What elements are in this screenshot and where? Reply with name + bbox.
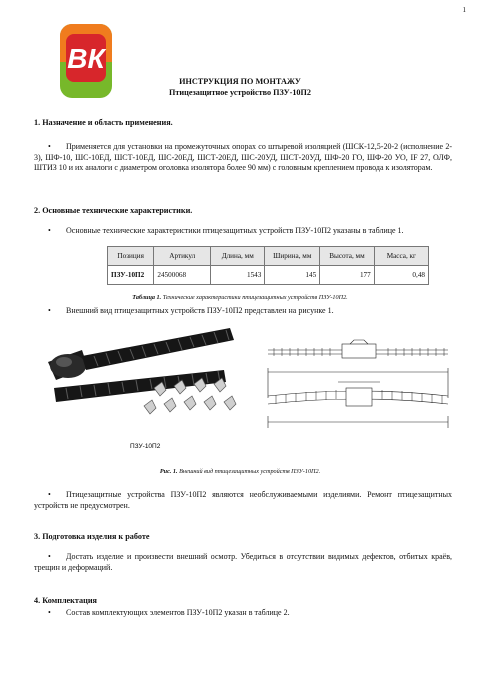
header-cell: Высота, мм [320, 247, 375, 266]
section-2-paragraph-3: • Птицезащитные устройства ПЗУ-10П2 являются необслуживаемыми изделиями. Ремонт птицезащитных устройств не предусмотрен. [34, 490, 452, 510]
header-cell: Артикул [154, 247, 211, 266]
document-heading [0, 76, 480, 98]
section-3-title: 3. Подготовка изделия к работе [34, 532, 150, 541]
technical-drawing [258, 338, 458, 442]
section-4-title: 4. Комплектация [34, 596, 97, 605]
table-cell: ПЗУ-10П2 [108, 266, 154, 285]
photo-label: ПЗУ-10П2 [130, 443, 161, 450]
table-cell: 24500068 [154, 266, 211, 285]
table-caption: Таблица 1. Технические характеристики птицезащитных устройств ПЗУ-10П2. [132, 294, 348, 301]
bullet-icon: • [48, 226, 51, 235]
section-1-paragraph: • Применяется для установки на промежуточных опорах со штыревой изоляцией (ШСК-12,5-20-2 (исполнение 2-3), ШФ-10, ШС-10ЕД, ШСТ-10ЕД, ШС-20ЕД, ШСТ-20ЕД, ШС-20УД, ШСТ-20УД, ШФ-20 ГО, ШФ-20 УО, IF 27, ОЛФ, ШТИЗ 10 и их аналоги с диаметром оголовка изолятора более 90 мм) с головным креплением провода к изоляторам. [34, 142, 452, 172]
header-cell: Длина, мм [211, 247, 265, 266]
bullet-icon: • [48, 142, 51, 151]
section-1-title: 1. Назначение и область применения. [34, 118, 173, 127]
header-cell: Позиция [108, 247, 154, 266]
page-number: 1 [462, 6, 466, 14]
document-subtitle: Птицезащитное устройство ПЗУ-10П2 [169, 88, 311, 97]
spec-table [107, 246, 429, 285]
spec-table-header-row [108, 247, 429, 266]
document-title: ИНСТРУКЦИЯ ПО МОНТАЖУ [179, 77, 301, 86]
table-cell: 145 [265, 266, 320, 285]
table-cell: 0,48 [374, 266, 428, 285]
section-4-paragraph: • Состав комплектующих элементов ПЗУ-10П2 указан в таблице 2. [34, 608, 452, 619]
table-cell: 177 [320, 266, 375, 285]
ribbed-arm-upper [82, 328, 234, 370]
section-2-title: 2. Основные технические характеристики. [34, 206, 193, 215]
header-cell: Масса, кг [374, 247, 428, 266]
table-cell: 1543 [211, 266, 265, 285]
bullet-icon: • [48, 306, 51, 315]
figure-caption: Рис. 1. Внешний вид птицезащитных устройств ПЗУ-10П2. [159, 468, 321, 475]
spec-table-row [108, 266, 429, 285]
product-photo [34, 322, 244, 452]
insulator-cap-housing [48, 350, 88, 380]
header-cell: Ширина, мм [265, 247, 320, 266]
logo-text: ВК [67, 43, 105, 74]
bullet-icon: • [48, 552, 51, 561]
bullet-icon: • [48, 608, 51, 617]
section-2-paragraph-2: • Внешний вид птицезащитных устройств ПЗУ-10П2 представлен на рисунке 1. [34, 306, 452, 317]
section-2-paragraph-1: • Основные технические характеристики птицезащитных устройств ПЗУ-10П2 указаны в таблице 1. [34, 226, 452, 237]
bullet-icon: • [48, 490, 51, 499]
section-3-paragraph: • Достать изделие и произвести внешний осмотр. Убедиться в отсутствии видимых дефектов, отбитых краёв, трещин и деформаций. [34, 552, 452, 572]
